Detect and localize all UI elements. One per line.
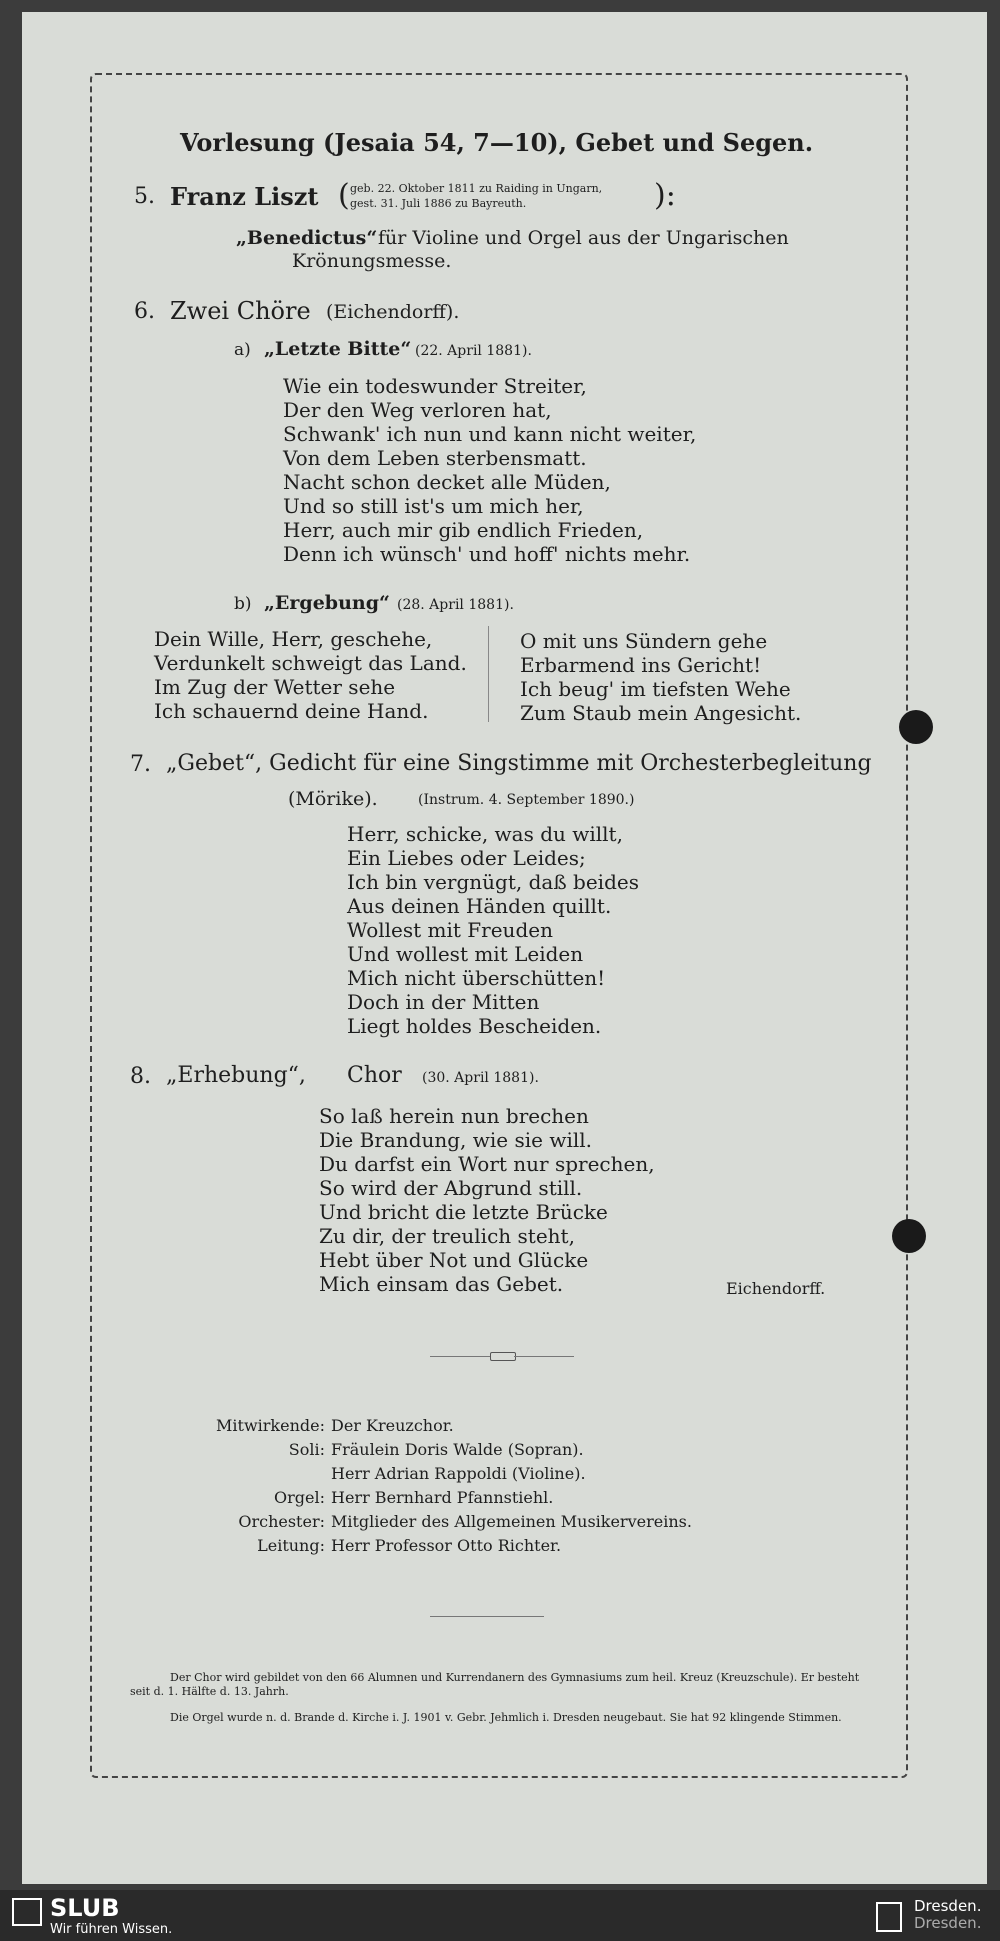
book-icon (12, 1898, 42, 1926)
item7-number: 7. (130, 752, 151, 777)
verse-line: Zum Staub mein Angesicht. (520, 701, 802, 725)
column-divider (488, 626, 489, 722)
item5-open-paren: ( (338, 178, 350, 213)
item6a-label: a) (234, 340, 251, 360)
verse-line: Dein Wille, Herr, geschehe, (154, 627, 433, 651)
verse-line: Im Zug der Wetter sehe (154, 675, 396, 699)
ornament-rule-right (514, 1356, 574, 1357)
verse-line: Erbarmend ins Gericht! (520, 653, 762, 677)
item5-composer: Franz Liszt (170, 182, 319, 211)
verse-line: Hebt über Not und Glücke (319, 1248, 589, 1272)
item8-number: 8. (130, 1064, 151, 1089)
verse-line: Nacht schon decket alle Müden, (283, 470, 611, 494)
footnote-choir: Der Chor wird gebildet von den 66 Alumnen und Kurrendanern des Gymnasiums zum heil. Kreuz (Kreuzschule). Er besteht seit d. 1. Hälfte d. 13. Jahrh. (130, 1671, 860, 1698)
verse-line: Mich einsam das Gebet. (319, 1272, 564, 1296)
item7-date: (Instrum. 4. September 1890.) (418, 792, 635, 808)
item5-work-title: „Benedictus“ (236, 227, 378, 249)
verse-line: Mich nicht überschütten! (347, 966, 606, 990)
verse-line: Die Brandung, wie sie will. (319, 1128, 592, 1152)
punch-hole (899, 710, 933, 744)
verse-line: Ich bin vergnügt, daß beides (347, 870, 639, 894)
verse-line: Und so still ist's um mich her, (283, 494, 584, 518)
short-rule (430, 1616, 544, 1617)
ornament-rule-left (430, 1356, 490, 1357)
credit-row: Soli: Fräulein Doris Walde (Sopran). (288, 1440, 584, 1459)
item6-title: Zwei Chöre (170, 297, 311, 325)
footer-bar (0, 1890, 1000, 1941)
credit-row: Orchester: Mitglieder des Allgemeinen Musikervereins. (238, 1512, 692, 1531)
library-logo-name[interactable]: SLUB (50, 1894, 120, 1922)
verse-line: Der den Weg verloren hat, (283, 398, 552, 422)
item6b-verse-left (154, 627, 467, 723)
dresden-emblem-icon (876, 1902, 902, 1932)
punch-hole (892, 1219, 926, 1253)
verse-line: Herr, schicke, was du willt, (347, 822, 623, 846)
verse-line: Wie ein todeswunder Streiter, (283, 374, 587, 398)
verse-line: Ich schauernd deine Hand. (154, 699, 429, 723)
item5-work-line1: für Violine und Orgel aus der Ungarischen (378, 227, 789, 249)
item8-author: Eichendorff. (726, 1279, 826, 1298)
verse-line: Zu dir, der treulich steht, (319, 1224, 575, 1248)
item5-close-paren: ): (654, 178, 676, 213)
item6a-verse (283, 374, 696, 566)
verse-line: Liegt holdes Bescheiden. (347, 1014, 602, 1038)
item7-author: (Mörike). (288, 788, 378, 810)
item6b-verse-right (520, 629, 801, 725)
verse-line: Verdunkelt schweigt das Land. (154, 651, 467, 675)
item6a-date: (22. April 1881). (415, 343, 532, 359)
item8-date: (30. April 1881). (422, 1070, 539, 1086)
item7-verse (347, 822, 639, 1038)
verse-line: Ich beug' im tiefsten Wehe (520, 677, 791, 701)
verse-line: Herr, auch mir gib endlich Frieden, (283, 518, 644, 542)
item7-title: „Gebet“, Gedicht für eine Singstimme mit Orchesterbegleitung (166, 751, 872, 776)
credit-row: Leitung: Herr Professor Otto Richter. (257, 1536, 562, 1555)
verse-line: So wird der Abgrund still. (319, 1176, 583, 1200)
item6b-label: b) (234, 594, 252, 614)
item6b-date: (28. April 1881). (397, 597, 514, 613)
item5-born: geb. 22. Oktober 1811 zu Raiding in Ungarn, (350, 182, 603, 195)
verse-line: Doch in der Mitten (347, 990, 540, 1014)
library-tagline: Wir führen Wissen. (50, 1922, 173, 1937)
verse-line: Wollest mit Freuden (347, 918, 553, 942)
item6a-title: „Letzte Bitte“ (264, 338, 412, 360)
item6b-title: „Ergebung“ (264, 592, 390, 614)
ornament (490, 1352, 516, 1361)
verse-line: Von dem Leben sterbensmatt. (283, 446, 587, 470)
verse-line: Du darfst ein Wort nur sprechen, (319, 1152, 655, 1176)
verse-line: Denn ich wünsch' und hoff' nichts mehr. (283, 542, 691, 566)
credits (100, 1414, 692, 1558)
item6-number: 6. (134, 299, 155, 324)
item5-work-line2: Krönungsmesse. (292, 250, 452, 272)
credit-row: Herr Adrian Rappoldi (Violine). (331, 1464, 586, 1483)
credit-row: Orgel: Herr Bernhard Pfannstiehl. (274, 1488, 554, 1507)
item6-author: (Eichendorff). (326, 301, 460, 323)
item8-verse (319, 1104, 655, 1296)
item5-number: 5. (134, 184, 155, 209)
heading: Vorlesung (Jesaia 54, 7—10), Gebet und Segen. (180, 128, 814, 157)
verse-line: Ein Liebes oder Leides; (347, 846, 586, 870)
item5-died: gest. 31. Juli 1886 zu Bayreuth. (350, 197, 527, 210)
verse-line: Aus deinen Händen quillt. (347, 894, 612, 918)
verse-line: Und bricht die letzte Brücke (319, 1200, 608, 1224)
credit-row: Mitwirkende: Der Kreuzchor. (216, 1416, 454, 1435)
verse-line: Schwank' ich nun und kann nicht weiter, (283, 422, 697, 446)
verse-line: So laß herein nun brechen (319, 1104, 589, 1128)
item8-title: „Erhebung“, (166, 1063, 306, 1088)
footnote-organ: Die Orgel wurde n. d. Brande d. Kirche i. J. 1901 v. Gebr. Jehmlich i. Dresden neugebaut. Sie hat 92 klingende Stimmen. (170, 1711, 842, 1724)
verse-line: Und wollest mit Leiden (347, 942, 584, 966)
item8-kind: Chor (347, 1063, 402, 1088)
dresden-logo[interactable]: Dresden. Dresden. (914, 1897, 982, 1932)
verse-line: O mit uns Sündern gehe (520, 629, 768, 653)
